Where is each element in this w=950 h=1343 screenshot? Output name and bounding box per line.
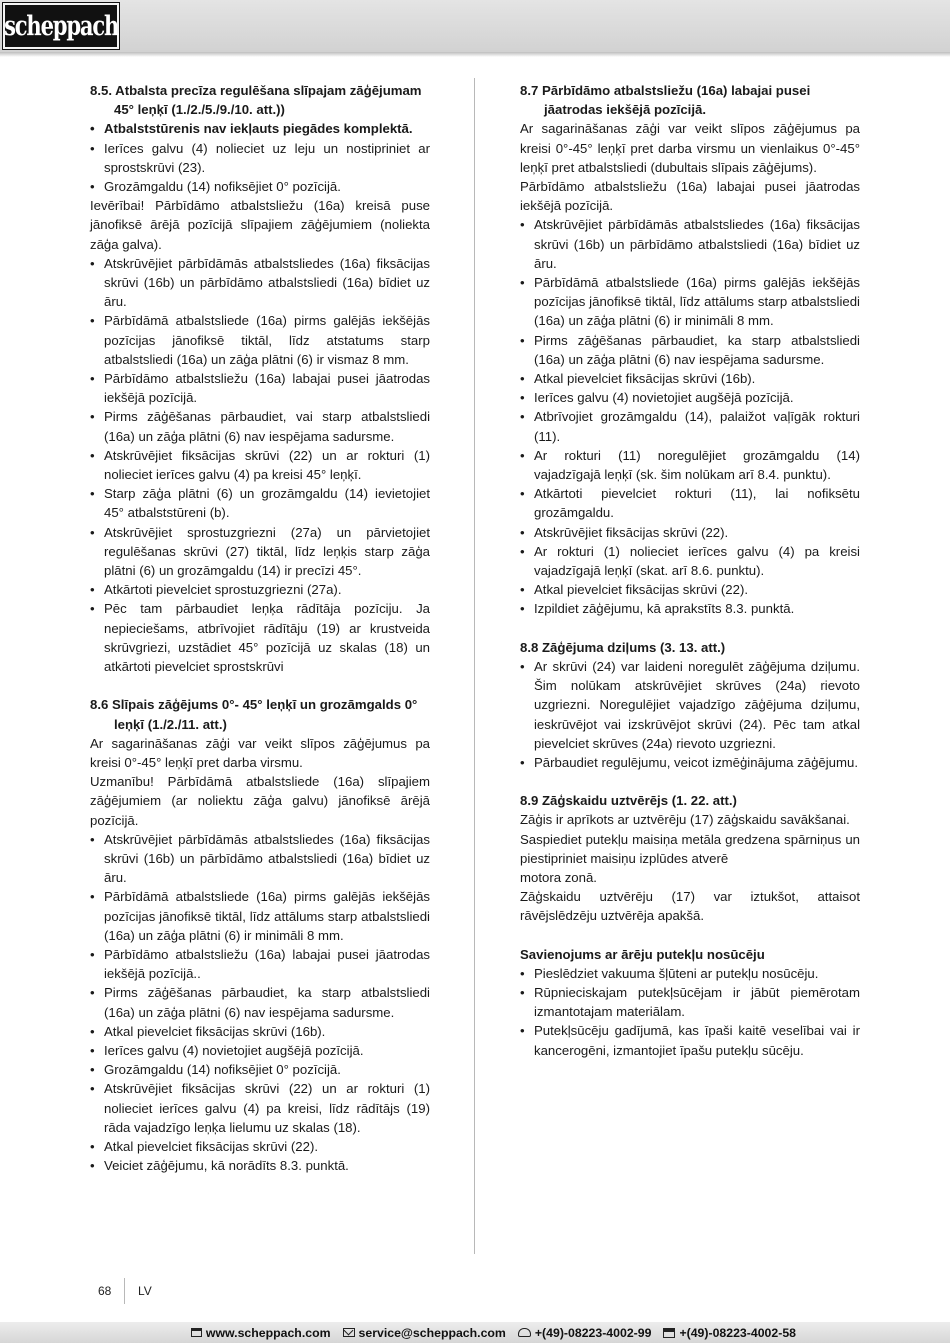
right-column (520, 81, 860, 1060)
header-band (0, 0, 950, 52)
section-heading: 8.8 Zāģējuma dziļums (3. 13. att.) (520, 639, 726, 655)
bullet-item: • Atkal pievelciet fiksācijas skrūvi (16b). (90, 1022, 430, 1041)
bullet-item: • Atskrūvējiet sprostuzgriezni (27a) un pārvietojiet regulēšanas skrūvi (27) tiktāl, līdz leņķis starp zāģa plātni (6) un grozāmgaldu (14) ir precīzi 45°. (90, 523, 430, 581)
section-spacer (520, 619, 860, 638)
bullet-item: • Atskrūvējiet fiksācijas skrūvi (22) un ar rokturi (1) nolieciet ierīces galvu (4) pa kreisi 45° leņķī. (90, 446, 430, 484)
bullet-item: • Atskrūvējiet fiksācijas skrūvi (22). (520, 523, 860, 542)
left-column (90, 81, 430, 1175)
column-divider (474, 78, 475, 1254)
section-heading: 8.6 Slīpais zāģējums 0°- 45° leņķī un grozāmgalds 0° leņķī (1./2./11. att.) (90, 697, 418, 732)
bullet-item: • Pirms zāģēšanas pārbaudiet, ka starp atbalstsliedi (16a) un zāģa plātni (6) nav iespējama sadursme. (520, 331, 860, 369)
section-heading: 8.7 Pārbīdāmo atbalstsliežu (16a) labajai pusei jāatrodas iekšējā pozīcijā. (520, 83, 811, 118)
bullet-item: • Atkārtoti pievelciet sprostuzgriezni (27a). (90, 580, 430, 599)
bullet-item: • Atskrūvējiet fiksācijas skrūvi (22) un ar rokturi (1) nolieciet ierīces galvu (4) pa kreisi, līdz rādītājs (19) rāda vajadzīgo leņķa lielumu uz skalas (18). (90, 1079, 430, 1137)
bullet-item: • Ierīces galvu (4) novietojiet augšējā pozīcijā. (520, 388, 860, 407)
bullet-item: • Rūpnieciskajam putekļsūcējam ir jābūt piemērotam izmantotajam materiālam. (520, 983, 860, 1021)
section-spacer (520, 772, 860, 791)
footer-phone (518, 1326, 652, 1340)
bullet-item: • Pēc tam pārbaudiet leņķa rādītāja pozīciju. Ja nepieciešams, atbrīvojiet rādītāju (19) ar krustveida skrūvgriezi, uzstādiet 45° pozīcijā uz skalas (18) un atkārtoti pievelciet sprostskrūvi (90, 599, 430, 676)
page-number: 68 (98, 1284, 112, 1298)
envelope-icon (343, 1328, 355, 1337)
bullet-item: • Ierīces galvu (4) nolieciet uz leju un nostipriniet ar sprostskrūvi (23). (90, 139, 430, 177)
paragraph: Saspiediet putekļu maisiņa metāla gredzena spārniņus un piestipriniet maisiņu izplūdes atverē (520, 831, 860, 866)
paragraph: Zāģskaidu uztvērēju (17) var iztukšot, attaisot rāvējslēdzēju uztvērēja apakšā. (520, 889, 860, 924)
bullet-item: • Pārbīdāmo atbalstsliežu (16a) labajai pusei jāatrodas iekšējā pozīcijā. (90, 369, 430, 407)
section-spacer (520, 926, 860, 945)
section-heading: 8.5. Atbalsta precīza regulēšana slīpajam zāģējumam 45° leņķī (1./2./5./9./10. att.)) (90, 83, 422, 118)
bullet-item: • Pārbīdāmā atbalstsliede (16a) pirms galējās iekšējās pozīcijas jānofiksē tiktāl, līdz attālums starp atbalstsliedi (16a) un zāģa plātni (6) ir minimāli 8 mm. (520, 273, 860, 331)
bullet-item: • Atskrūvējiet pārbīdāmās atbalstsliedes (16a) fiksācijas skrūvi (16b) un pārbīdāmo atbalstsliedi (16a) bīdiet uz āru. (90, 254, 430, 312)
bullet-item: • Atkārtoti pievelciet rokturi (11), lai nofiksētu grozāmgaldu. (520, 484, 860, 522)
bullet-item: • Ar rokturi (1) nolieciet ierīces galvu (4) pa kreisi vajadzīgajā leņķī (skat. arī 8.6. punktu). (520, 542, 860, 580)
bullet-item: • Atskrūvējiet pārbīdāmās atbalstsliedes (16a) fiksācijas skrūvi (16b) un pārbīdāmo atbalstsliedi (16a) bīdiet uz āru. (520, 215, 860, 273)
footer-phone-text: +(49)-08223-4002-99 (534, 1325, 652, 1340)
contact-footer (0, 1322, 950, 1343)
paragraph: Ar sagarināšanas zāģi var veikt slīpos zāģējumus pa kreisi 0°-45° leņķī pret darba virsmu un vienlaikus 0°-45° leņķī pret atbalstsliedi (dubultais slīpais zāģējums). (520, 121, 860, 175)
paragraph: Zāģis ir aprīkots ar uztvērēju (17) zāģskaidu savākšanai. (520, 812, 850, 828)
bullet-item: • Pārbīdāmā atbalstsliede (16a) pirms galējās iekšējās pozīcijas jānofiksē tiktāl, līdz atstatums starp atbalstsliedi (16a) un zāģa plātni (6) ir vismaz 8 mm. (90, 311, 430, 369)
bullet-item: • Atkal pievelciet fiksācijas skrūvi (22). (520, 580, 860, 599)
paragraph: Uzmanību! Pārbīdāmā atbalstsliede (16a) slīpajiem zāģējumiem (ar noliektu zāģa galvu) jānofiksē ārējā pozīcijā. (90, 774, 430, 828)
bullet-item: • Pirms zāģēšanas pārbaudiet, vai starp atbalstsliedi (16a) un zāģa plātni (6) nav iespējama sadursme. (90, 407, 430, 445)
fax-icon (663, 1328, 675, 1338)
paragraph: Ievērībai! Pārbīdāmo atbalstsliežu (16a) kreisā puse jānofiksē ārējā pozīcijā slīpajiem zāģējumiem (noliekta zāģa galva). (90, 198, 430, 252)
bullet-item: • Ierīces galvu (4) novietojiet augšējā pozīcijā. (90, 1041, 430, 1060)
bullet-item: • Atbrīvojiet grozāmgaldu (14), palaižot vaļīgāk rokturi (11). (520, 407, 860, 445)
bullet-item: • Pārbīdāmo atbalstsliežu (16a) labajai pusei jāatrodas iekšējā pozīcijā.. (90, 945, 430, 983)
bullet-item: • Atbalststūrenis nav iekļauts piegādes komplektā. (90, 119, 430, 138)
footer-web[interactable] (191, 1326, 331, 1340)
paragraph: Pārbīdāmo atbalstsliežu (16a) labajai pusei jāatrodas iekšējā pozīcijā. (520, 179, 860, 214)
section-heading: Savienojums ar ārēju putekļu nosūcēju (520, 946, 765, 962)
bullet-item: • Atkal pievelciet fiksācijas skrūvi (22). (90, 1137, 430, 1156)
bullet-item: • Starp zāģa plātni (6) un grozāmgaldu (14) ievietojiet 45° atbalststūreni (b). (90, 484, 430, 522)
bullet-item: • Pārbīdāmā atbalstsliede (16a) pirms galējās iekšējās pozīcijas jānofiksē tiktāl, līdz attālums starp atbalstsliedi (16a) un zāģa plātni (6) ir minimāli 8 mm. (90, 887, 430, 945)
brand-logo-text: scheppach (3, 10, 119, 42)
bullet-item: • Pirms zāģēšanas pārbaudiet, ka starp atbalstsliedi (16a) un zāģa plātni (6) nav iespējama sadursme. (90, 983, 430, 1021)
footer-email[interactable] (343, 1326, 506, 1340)
paragraph: Ar sagarināšanas zāģi var veikt slīpos zāģējumus pa kreisi 0°-45° leņķī pret darba virsmu. (90, 735, 430, 770)
bullet-item: • Grozāmgaldu (14) nofiksējiet 0° pozīcijā. (90, 1060, 430, 1079)
brand-logo (3, 3, 119, 49)
section-heading: 8.9 Zāģskaidu uztvērējs (1. 22. att.) (520, 793, 737, 809)
bullet-item: • Atkal pievelciet fiksācijas skrūvi (16b). (520, 369, 860, 388)
bullet-item: • Putekļsūcēju gadījumā, kas īpaši kaitē veselībai vai ir kancerogēni, izmantojiet īpašu putekļu sūcēju. (520, 1021, 860, 1059)
paragraph: motora zonā. (520, 869, 597, 885)
footer-email-text: service@scheppach.com (358, 1325, 506, 1340)
computer-icon (191, 1328, 202, 1337)
header-shadow (0, 52, 950, 57)
footer-fax-text: +(49)-08223-4002-58 (679, 1325, 796, 1340)
bullet-item: • Grozāmgaldu (14) nofiksējiet 0° pozīcijā. (90, 177, 430, 196)
bullet-item: • Atskrūvējiet pārbīdāmās atbalstsliedes (16a) fiksācijas skrūvi (16b) un pārbīdāmo atbalstsliedi (16a) bīdiet uz āru. (90, 830, 430, 888)
bullet-item: • Ar skrūvi (24) var laideni noregulēt zāģējuma dziļumu. Šim nolūkam atskrūvējiet skrūves (24a) rievoto uzgriezni. Noregulējiet vajadzīgo zāģējuma dziļumu, ieskrūvējot vai izskrūvējot skrūvi (24). Pēc tam atkal pievelciet skrūves (24a) rievoto uzgriezni. (520, 657, 860, 753)
bullet-item: • Veiciet zāģējumu, kā norādīts 8.3. punktā. (90, 1156, 430, 1175)
page-footer-divider (124, 1278, 125, 1304)
bullet-item: • Pieslēdziet vakuuma šļūteni ar putekļu nosūcēju. (520, 964, 860, 983)
page-language: LV (138, 1284, 152, 1298)
section-spacer (90, 676, 430, 695)
footer-web-text: www.scheppach.com (205, 1325, 331, 1340)
bullet-item: • Izpildiet zāģējumu, kā aprakstīts 8.3. punktā. (520, 599, 860, 618)
bullet-item: • Pārbaudiet regulējumu, veicot izmēģinājuma zāģējumu. (520, 753, 860, 772)
footer-fax (663, 1326, 796, 1340)
bullet-item: • Ar rokturi (11) noregulējiet grozāmgaldu (14) vajadzīgajā leņķī (sk. šim nolūkam arī 8.4. punktu). (520, 446, 860, 484)
phone-icon (518, 1328, 531, 1337)
